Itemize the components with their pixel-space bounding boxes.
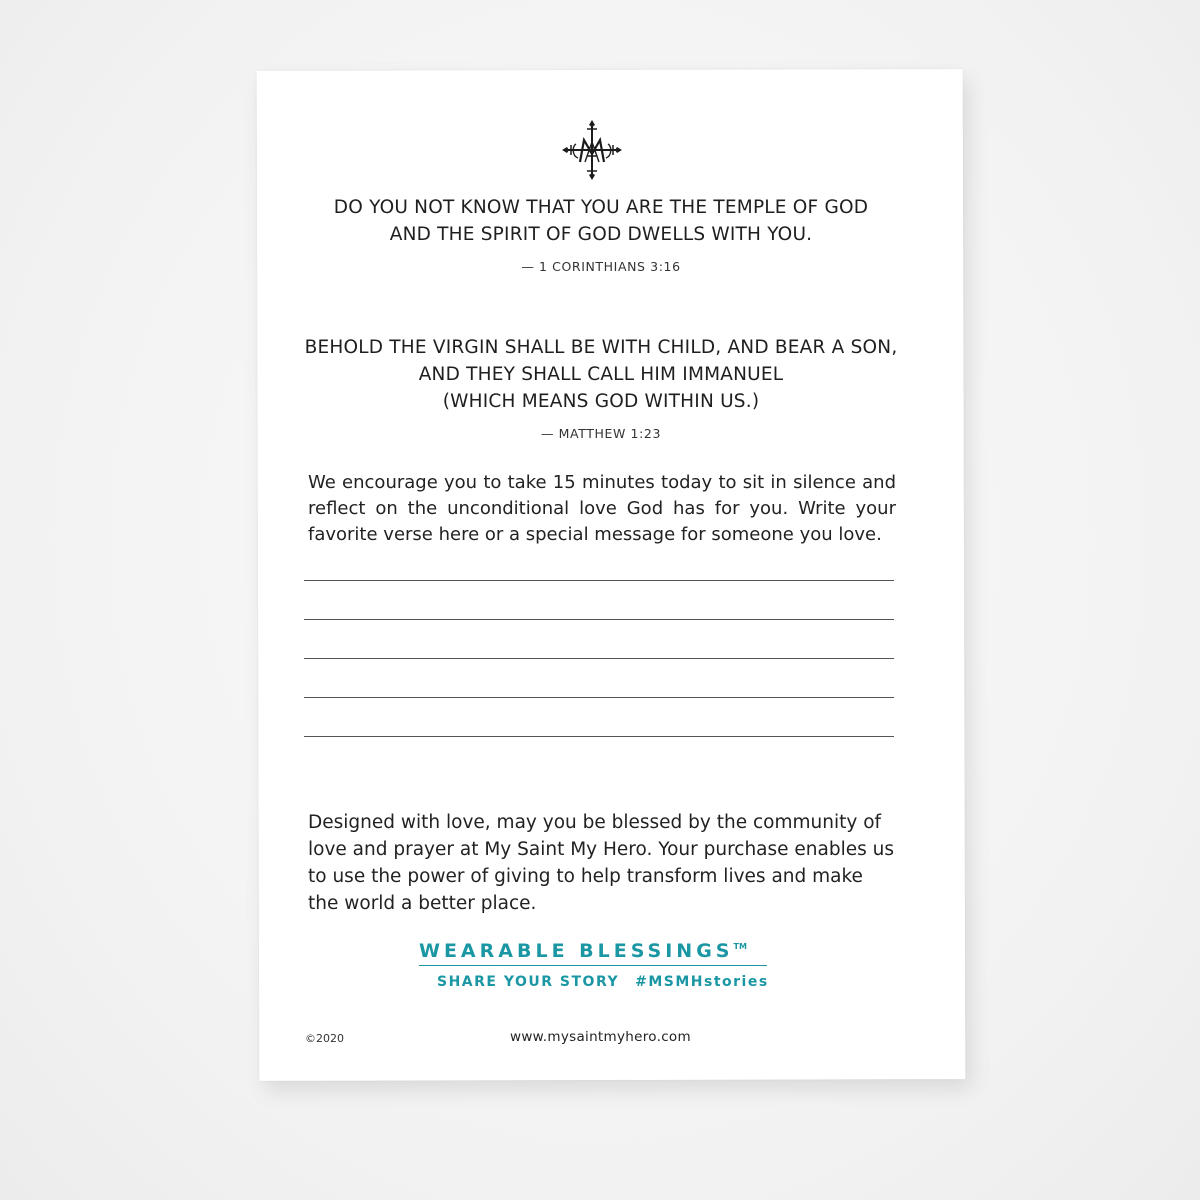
verse-line: BEHOLD THE VIRGIN SHALL BE WITH CHILD, AND BEAR A SON,	[304, 337, 898, 358]
writing-lines	[304, 580, 894, 775]
share-your-story: SHARE YOUR STORY	[437, 974, 620, 990]
citation-matthew: — MATTHEW 1:23	[541, 426, 661, 441]
brand-subtitle	[419, 974, 779, 990]
brand-title-text: WEARABLE BLESSINGS	[419, 940, 734, 962]
blessing-text: Designed with love, may you be blessed by the community of love and prayer at My Saint My Hero. Your purchase enables us to use the power of giving to help transform lives and make the world a better place.	[308, 812, 895, 914]
writing-line[interactable]	[304, 580, 894, 581]
trademark-mark: TM	[733, 942, 747, 951]
verse-line: AND THE SPIRIT OF GOD DWELLS WITH YOU.	[389, 224, 813, 245]
verse-matthew	[258, 334, 944, 415]
writing-line[interactable]	[304, 736, 894, 737]
citation-corinthians: — 1 CORINTHIANS 3:16	[521, 259, 681, 274]
brand-title	[419, 940, 779, 962]
verse-line: (WHICH MEANS GOD WITHIN US.)	[442, 391, 760, 412]
writing-line[interactable]	[304, 619, 894, 620]
writing-line[interactable]	[304, 658, 894, 659]
hashtag: #MSMHstories	[635, 974, 769, 990]
brand-divider	[419, 965, 767, 966]
marian-monogram-cross-icon	[560, 118, 624, 182]
verse-corinthians	[258, 194, 944, 248]
website-url: www.mysaintmyhero.com	[510, 1029, 691, 1045]
encouragement-text: We encourage you to take 15 minutes today to sit in silence and reflect on the unconditional love God has for you. Write your favorite verse here or a special message for someone you love.	[308, 472, 896, 545]
brand-block	[419, 940, 779, 990]
copyright: ©2020	[305, 1032, 344, 1045]
writing-line[interactable]	[304, 697, 894, 698]
verse-line: AND THEY SHALL CALL HIM IMMANUEL	[418, 364, 784, 385]
verse-line: DO YOU NOT KNOW THAT YOU ARE THE TEMPLE OF GOD	[333, 197, 869, 218]
